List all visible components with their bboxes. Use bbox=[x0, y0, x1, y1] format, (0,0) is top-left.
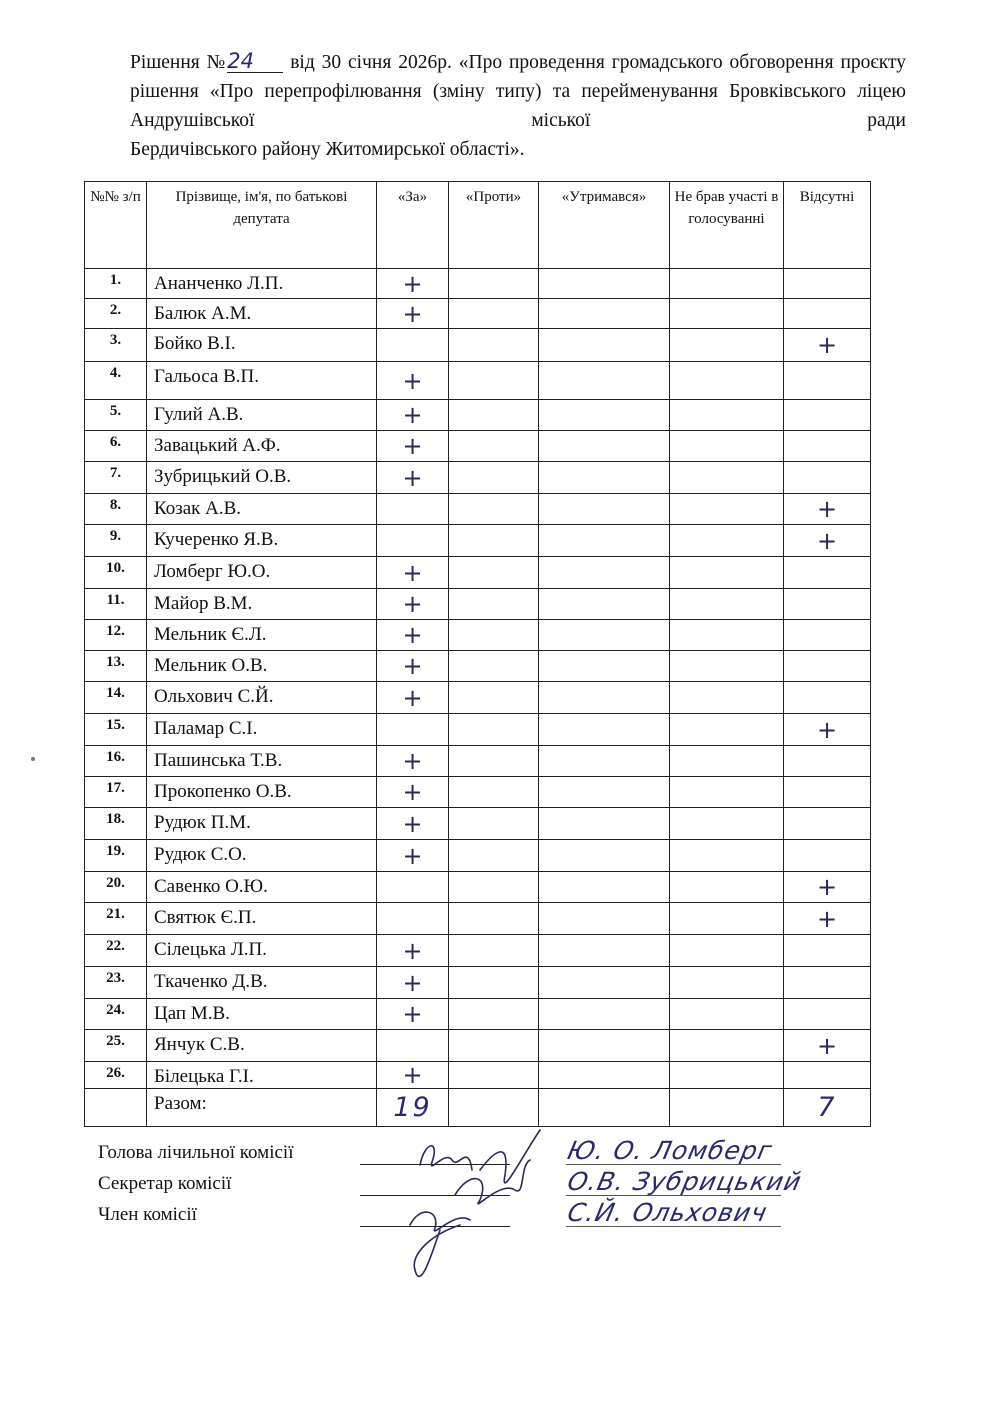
vote-for-mark: + bbox=[377, 651, 449, 682]
vote-against-cell bbox=[449, 557, 539, 589]
absent-mark bbox=[784, 620, 871, 651]
vote-for-mark: + bbox=[377, 462, 449, 494]
total-against bbox=[449, 1089, 539, 1127]
vote-against-cell bbox=[449, 840, 539, 872]
vote-against-cell bbox=[449, 400, 539, 431]
handwritten-name: О.В. Зубрицький bbox=[564, 1167, 805, 1196]
name-underline bbox=[566, 1164, 781, 1165]
absent-mark bbox=[784, 362, 871, 400]
table-row bbox=[85, 935, 871, 967]
decision-number: 24 bbox=[227, 50, 283, 73]
decision-title-last-line: Бердичівського району Житомирської області». bbox=[130, 139, 525, 160]
absent-mark: + bbox=[784, 1030, 871, 1062]
row-number: 21. bbox=[85, 903, 147, 935]
decision-heading bbox=[130, 48, 906, 164]
signature-scrawl-secretary bbox=[455, 1160, 530, 1204]
table-row bbox=[85, 400, 871, 431]
vote-for-mark: + bbox=[377, 777, 449, 808]
col-header-for: «За» bbox=[377, 182, 449, 269]
deputy-name: Балюк А.М. bbox=[147, 299, 377, 329]
vote-abstain-cell bbox=[539, 525, 670, 557]
deputy-name: Кучеренко Я.В. bbox=[147, 525, 377, 557]
table-row bbox=[85, 682, 871, 714]
row-number: 5. bbox=[85, 400, 147, 431]
deputy-name: Янчук С.В. bbox=[147, 1030, 377, 1062]
absent-mark bbox=[784, 400, 871, 431]
absent-mark bbox=[784, 651, 871, 682]
vote-against-cell bbox=[449, 1030, 539, 1062]
decision-prefix: Рішення № bbox=[130, 52, 228, 73]
deputy-name: Мельник Є.Л. bbox=[147, 620, 377, 651]
deputy-name: Ананченко Л.П. bbox=[147, 269, 377, 299]
vote-abstain-cell bbox=[539, 935, 670, 967]
vote-for-mark: + bbox=[377, 269, 449, 299]
absent-mark: + bbox=[784, 903, 871, 935]
no-vote-cell bbox=[670, 714, 784, 746]
vote-for-mark bbox=[377, 494, 449, 525]
col-header-absent: Відсутні bbox=[784, 182, 871, 269]
row-number: 19. bbox=[85, 840, 147, 872]
vote-for-mark bbox=[377, 903, 449, 935]
vote-abstain-cell bbox=[539, 431, 670, 462]
vote-for-mark: + bbox=[377, 589, 449, 620]
table-row bbox=[85, 431, 871, 462]
total-no-vote bbox=[670, 1089, 784, 1127]
vote-against-cell bbox=[449, 999, 539, 1030]
col-header-no-vote: Не брав участі в голосуванні bbox=[670, 182, 784, 269]
table-row bbox=[85, 1062, 871, 1089]
deputy-name: Зубрицький О.В. bbox=[147, 462, 377, 494]
table-row bbox=[85, 494, 871, 525]
row-number: 10. bbox=[85, 557, 147, 589]
table-row bbox=[85, 269, 871, 299]
vote-for-mark: + bbox=[377, 967, 449, 999]
handwritten-name: С.Й. Ольхович bbox=[564, 1198, 771, 1227]
vote-against-cell bbox=[449, 525, 539, 557]
no-vote-cell bbox=[670, 557, 784, 589]
row-number: 16. bbox=[85, 746, 147, 777]
absent-mark bbox=[784, 462, 871, 494]
voting-table bbox=[84, 181, 871, 1127]
vote-against-cell bbox=[449, 431, 539, 462]
vote-for-mark bbox=[377, 329, 449, 362]
row-number: 8. bbox=[85, 494, 147, 525]
absent-mark: + bbox=[784, 714, 871, 746]
vote-against-cell bbox=[449, 746, 539, 777]
vote-for-mark: + bbox=[377, 620, 449, 651]
row-number: 25. bbox=[85, 1030, 147, 1062]
deputy-name: Рудюк С.О. bbox=[147, 840, 377, 872]
no-vote-cell bbox=[670, 999, 784, 1030]
col-header-num: №№ з/п bbox=[85, 182, 147, 269]
table-row bbox=[85, 589, 871, 620]
deputy-name: Прокопенко О.В. bbox=[147, 777, 377, 808]
table-row bbox=[85, 525, 871, 557]
table-row bbox=[85, 620, 871, 651]
vote-abstain-cell bbox=[539, 872, 670, 903]
no-vote-cell bbox=[670, 1030, 784, 1062]
signature-line bbox=[360, 1226, 510, 1227]
row-number: 2. bbox=[85, 299, 147, 329]
vote-abstain-cell bbox=[539, 329, 670, 362]
row-number: 20. bbox=[85, 872, 147, 903]
row-number: 24. bbox=[85, 999, 147, 1030]
deputy-name: Бойко В.І. bbox=[147, 329, 377, 362]
vote-against-cell bbox=[449, 620, 539, 651]
no-vote-cell bbox=[670, 400, 784, 431]
vote-against-cell bbox=[449, 494, 539, 525]
row-number: 18. bbox=[85, 808, 147, 840]
row-number: 12. bbox=[85, 620, 147, 651]
row-number: 1. bbox=[85, 269, 147, 299]
table-row bbox=[85, 746, 871, 777]
no-vote-cell bbox=[670, 872, 784, 903]
no-vote-cell bbox=[670, 362, 784, 400]
vote-against-cell bbox=[449, 589, 539, 620]
table-row bbox=[85, 999, 871, 1030]
vote-abstain-cell bbox=[539, 494, 670, 525]
vote-against-cell bbox=[449, 808, 539, 840]
vote-for-mark: + bbox=[377, 400, 449, 431]
deputy-name: Ломберг Ю.О. bbox=[147, 557, 377, 589]
deputy-name: Козак А.В. bbox=[147, 494, 377, 525]
vote-against-cell bbox=[449, 935, 539, 967]
absent-mark bbox=[784, 299, 871, 329]
vote-abstain-cell bbox=[539, 269, 670, 299]
no-vote-cell bbox=[670, 682, 784, 714]
deputy-name: Сілецька Л.П. bbox=[147, 935, 377, 967]
absent-mark bbox=[784, 682, 871, 714]
total-abstain bbox=[539, 1089, 670, 1127]
absent-mark bbox=[784, 1062, 871, 1089]
vote-abstain-cell bbox=[539, 714, 670, 746]
vote-abstain-cell bbox=[539, 808, 670, 840]
table-row bbox=[85, 1030, 871, 1062]
vote-abstain-cell bbox=[539, 903, 670, 935]
signature-scrawl-member bbox=[410, 1212, 470, 1276]
row-number: 4. bbox=[85, 362, 147, 400]
vote-for-mark: + bbox=[377, 840, 449, 872]
vote-abstain-cell bbox=[539, 1062, 670, 1089]
table-row bbox=[85, 362, 871, 400]
no-vote-cell bbox=[670, 840, 784, 872]
absent-mark: + bbox=[784, 494, 871, 525]
absent-mark bbox=[784, 589, 871, 620]
vote-against-cell bbox=[449, 967, 539, 999]
total-row bbox=[85, 1089, 871, 1127]
table-row bbox=[85, 840, 871, 872]
no-vote-cell bbox=[670, 589, 784, 620]
vote-abstain-cell bbox=[539, 651, 670, 682]
vote-abstain-cell bbox=[539, 682, 670, 714]
signature-role: Член комісії bbox=[98, 1204, 197, 1225]
col-header-name: Прізвище, ім'я, по батькові депутата bbox=[147, 182, 377, 269]
row-number: 3. bbox=[85, 329, 147, 362]
table-row bbox=[85, 967, 871, 999]
table-row bbox=[85, 808, 871, 840]
name-underline bbox=[566, 1195, 781, 1196]
deputy-name: Ткаченко Д.В. bbox=[147, 967, 377, 999]
name-underline bbox=[566, 1226, 781, 1227]
vote-for-mark: + bbox=[377, 431, 449, 462]
absent-mark bbox=[784, 269, 871, 299]
vote-against-cell bbox=[449, 329, 539, 362]
row-number: 13. bbox=[85, 651, 147, 682]
no-vote-cell bbox=[670, 935, 784, 967]
deputy-name: Мельник О.В. bbox=[147, 651, 377, 682]
vote-against-cell bbox=[449, 1062, 539, 1089]
table-row bbox=[85, 557, 871, 589]
vote-against-cell bbox=[449, 269, 539, 299]
no-vote-cell bbox=[670, 808, 784, 840]
vote-against-cell bbox=[449, 872, 539, 903]
decision-title-text: від 30 січня 2026р. «Про проведення громадського обговорення проєкту рішення «Про перепрофілювання (зміну типу) та перейменування Бровківського ліцею Андрушівської міської ради bbox=[130, 52, 906, 131]
vote-against-cell bbox=[449, 682, 539, 714]
vote-for-mark: + bbox=[377, 746, 449, 777]
absent-mark: + bbox=[784, 525, 871, 557]
no-vote-cell bbox=[670, 620, 784, 651]
no-vote-cell bbox=[670, 777, 784, 808]
table-row bbox=[85, 903, 871, 935]
vote-for-mark: + bbox=[377, 299, 449, 329]
no-vote-cell bbox=[670, 299, 784, 329]
signature-scrawl-chair bbox=[420, 1130, 540, 1183]
vote-abstain-cell bbox=[539, 1030, 670, 1062]
no-vote-cell bbox=[670, 746, 784, 777]
deputy-name: Завацький А.Ф. bbox=[147, 431, 377, 462]
table-row bbox=[85, 329, 871, 362]
deputy-name: Цап М.В. bbox=[147, 999, 377, 1030]
deputy-name: Рудюк П.М. bbox=[147, 808, 377, 840]
row-number: 9. bbox=[85, 525, 147, 557]
vote-abstain-cell bbox=[539, 746, 670, 777]
absent-mark bbox=[784, 840, 871, 872]
vote-against-cell bbox=[449, 714, 539, 746]
row-number: 22. bbox=[85, 935, 147, 967]
signature-line bbox=[360, 1195, 510, 1196]
vote-for-mark: + bbox=[377, 999, 449, 1030]
vote-for-mark: + bbox=[377, 808, 449, 840]
col-header-against: «Проти» bbox=[449, 182, 539, 269]
deputy-name: Майор В.М. bbox=[147, 589, 377, 620]
no-vote-cell bbox=[670, 494, 784, 525]
row-number: 15. bbox=[85, 714, 147, 746]
no-vote-cell bbox=[670, 903, 784, 935]
absent-mark bbox=[784, 557, 871, 589]
absent-mark bbox=[784, 808, 871, 840]
total-num-cell bbox=[85, 1089, 147, 1127]
deputy-name: Гальоса В.П. bbox=[147, 362, 377, 400]
vote-for-mark: + bbox=[377, 557, 449, 589]
vote-for-mark: + bbox=[377, 362, 449, 400]
vote-abstain-cell bbox=[539, 777, 670, 808]
vote-against-cell bbox=[449, 299, 539, 329]
deputy-name: Пашинська Т.В. bbox=[147, 746, 377, 777]
no-vote-cell bbox=[670, 525, 784, 557]
total-label: Разом: bbox=[147, 1089, 377, 1127]
deputy-name: Ольхович С.Й. bbox=[147, 682, 377, 714]
table-row bbox=[85, 714, 871, 746]
handwritten-name: Ю. О. Ломберг bbox=[564, 1136, 776, 1165]
total-absent: 7 bbox=[784, 1089, 871, 1127]
row-number: 6. bbox=[85, 431, 147, 462]
absent-mark bbox=[784, 967, 871, 999]
vote-for-mark bbox=[377, 1030, 449, 1062]
col-header-abstain: «Утримався» bbox=[539, 182, 670, 269]
table-row bbox=[85, 299, 871, 329]
absent-mark bbox=[784, 935, 871, 967]
vote-for-mark bbox=[377, 525, 449, 557]
row-number: 7. bbox=[85, 462, 147, 494]
vote-abstain-cell bbox=[539, 557, 670, 589]
vote-for-mark: + bbox=[377, 935, 449, 967]
vote-against-cell bbox=[449, 903, 539, 935]
absent-mark bbox=[784, 999, 871, 1030]
table-row bbox=[85, 777, 871, 808]
table-row bbox=[85, 651, 871, 682]
deputy-name: Гулий А.В. bbox=[147, 400, 377, 431]
table-header-row bbox=[85, 182, 871, 269]
signature-role: Секретар комісії bbox=[98, 1173, 232, 1194]
no-vote-cell bbox=[670, 329, 784, 362]
vote-abstain-cell bbox=[539, 362, 670, 400]
no-vote-cell bbox=[670, 651, 784, 682]
vote-for-mark bbox=[377, 872, 449, 903]
vote-against-cell bbox=[449, 777, 539, 808]
row-number: 14. bbox=[85, 682, 147, 714]
absent-mark bbox=[784, 431, 871, 462]
vote-for-mark: + bbox=[377, 682, 449, 714]
vote-for-mark: + bbox=[377, 1062, 449, 1089]
no-vote-cell bbox=[670, 431, 784, 462]
deputy-name: Паламар С.І. bbox=[147, 714, 377, 746]
total-for: 19 bbox=[377, 1089, 449, 1127]
no-vote-cell bbox=[670, 967, 784, 999]
vote-against-cell bbox=[449, 362, 539, 400]
absent-mark: + bbox=[784, 872, 871, 903]
no-vote-cell bbox=[670, 1062, 784, 1089]
signature-line bbox=[360, 1164, 510, 1165]
signature-role: Голова лічильної комісії bbox=[98, 1142, 294, 1163]
vote-against-cell bbox=[449, 651, 539, 682]
vote-abstain-cell bbox=[539, 967, 670, 999]
vote-abstain-cell bbox=[539, 620, 670, 651]
vote-abstain-cell bbox=[539, 400, 670, 431]
deputy-name: Святюк Є.П. bbox=[147, 903, 377, 935]
vote-against-cell bbox=[449, 462, 539, 494]
absent-mark bbox=[784, 777, 871, 808]
vote-abstain-cell bbox=[539, 462, 670, 494]
vote-abstain-cell bbox=[539, 299, 670, 329]
vote-abstain-cell bbox=[539, 840, 670, 872]
row-number: 26. bbox=[85, 1062, 147, 1089]
row-number: 11. bbox=[85, 589, 147, 620]
vote-abstain-cell bbox=[539, 999, 670, 1030]
vote-for-mark bbox=[377, 714, 449, 746]
deputy-name: Савенко О.Ю. bbox=[147, 872, 377, 903]
deputy-name: Білецька Г.І. bbox=[147, 1062, 377, 1089]
no-vote-cell bbox=[670, 269, 784, 299]
row-number: 23. bbox=[85, 967, 147, 999]
no-vote-cell bbox=[670, 462, 784, 494]
table-row bbox=[85, 462, 871, 494]
absent-mark bbox=[784, 746, 871, 777]
row-number: 17. bbox=[85, 777, 147, 808]
scan-speck bbox=[31, 757, 35, 761]
vote-abstain-cell bbox=[539, 589, 670, 620]
absent-mark: + bbox=[784, 329, 871, 362]
table-row bbox=[85, 872, 871, 903]
